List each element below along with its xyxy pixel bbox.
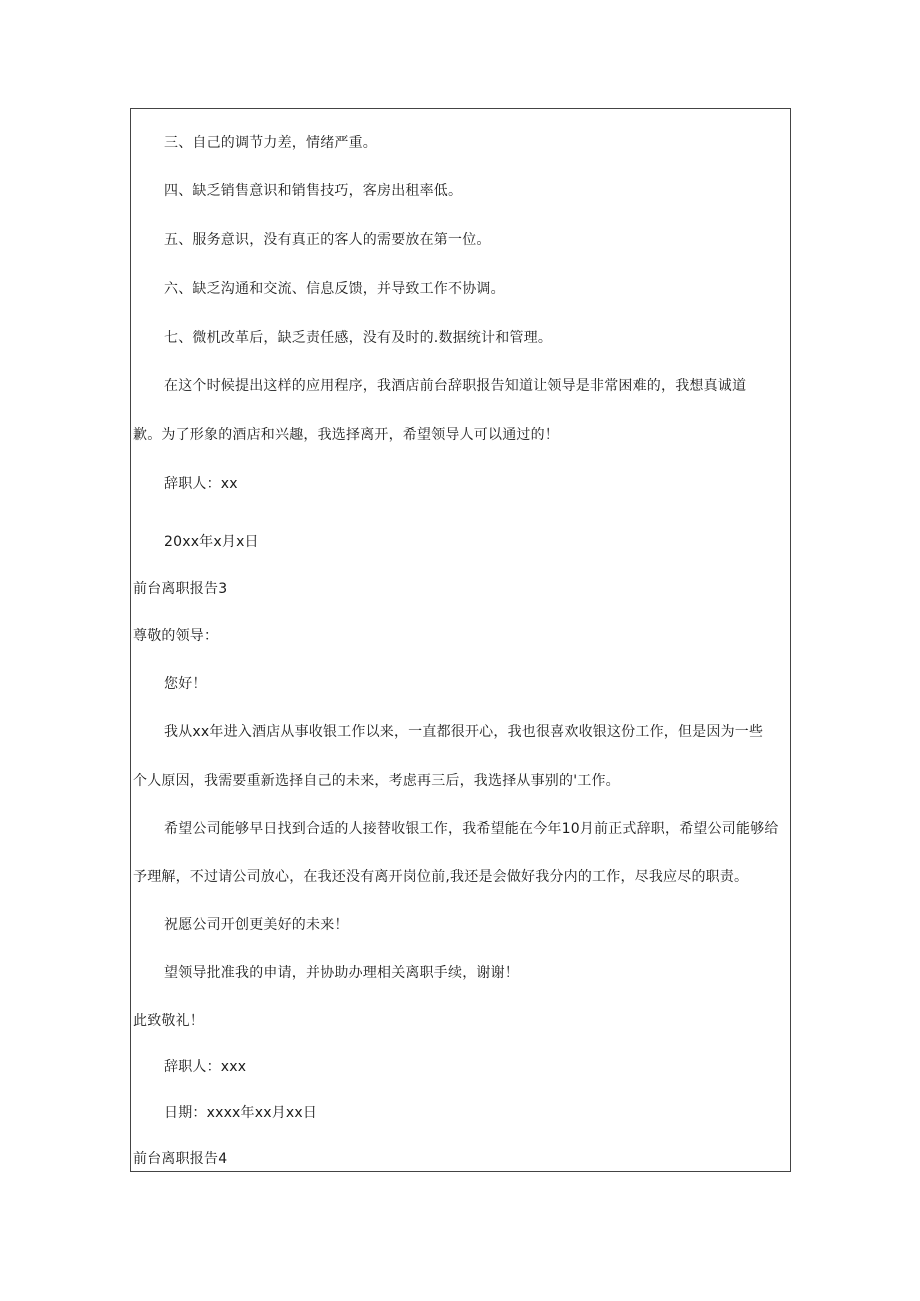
closing-line: 此致敬礼！	[133, 1013, 204, 1029]
apology-paragraph-line-1: 在这个时候提出这样的应用程序，我酒店前台辞职报告知道让领导是非常困难的，我想真诚道	[164, 378, 747, 394]
signer-date: 日期：xxxx年xx月xx日	[164, 1105, 318, 1121]
signature-date: 20xx年x月x日	[164, 534, 259, 550]
body-paragraph-1-line-1: 我从xx年进入酒店从事收银工作以来，一直都很开心，我也很喜欢收银这份工作，但是因为一些	[164, 724, 764, 740]
list-item-7: 七、微机改革后，缺乏责任感，没有及时的.数据统计和管理。	[164, 330, 553, 346]
page-frame	[130, 108, 791, 1172]
salutation: 尊敬的领导：	[133, 628, 219, 644]
list-item-6: 六、缺乏沟通和交流、信息反馈，并导致工作不协调。	[164, 281, 505, 297]
apology-paragraph-line-2: 歉。为了形象的酒店和兴趣，我选择离开，希望领导人可以通过的！	[133, 427, 559, 443]
section-heading-3: 前台离职报告3	[133, 581, 228, 597]
body-paragraph-1-line-2: 个人原因，我需要重新选择自己的未来，考虑再三后，我选择从事别的'工作。	[133, 773, 620, 789]
list-item-5: 五、服务意识，没有真正的客人的需要放在第一位。	[164, 232, 491, 248]
list-item-4: 四、缺乏销售意识和销售技巧，客房出租率低。	[164, 183, 463, 199]
signature-name: 辞职人：xx	[164, 476, 238, 492]
list-item-3: 三、自己的调节力差，情绪严重。	[164, 135, 377, 151]
body-paragraph-2-line-1: 希望公司能够早日找到合适的人接替收银工作，我希望能在今年10月前正式辞职，希望公司能够给	[164, 821, 779, 837]
section-heading-4: 前台离职报告4	[133, 1151, 228, 1167]
greeting: 您好！	[164, 676, 207, 692]
signer-name: 辞职人：xxx	[164, 1059, 247, 1075]
request-line: 望领导批准我的申请，并协助办理相关离职手续，谢谢！	[164, 965, 519, 981]
body-paragraph-2-line-2: 予理解，不过请公司放心，在我还没有离开岗位前,我还是会做好我分内的工作，尽我应尽的职责。	[133, 869, 749, 885]
wish-line: 祝愿公司开创更美好的未来！	[164, 917, 349, 933]
